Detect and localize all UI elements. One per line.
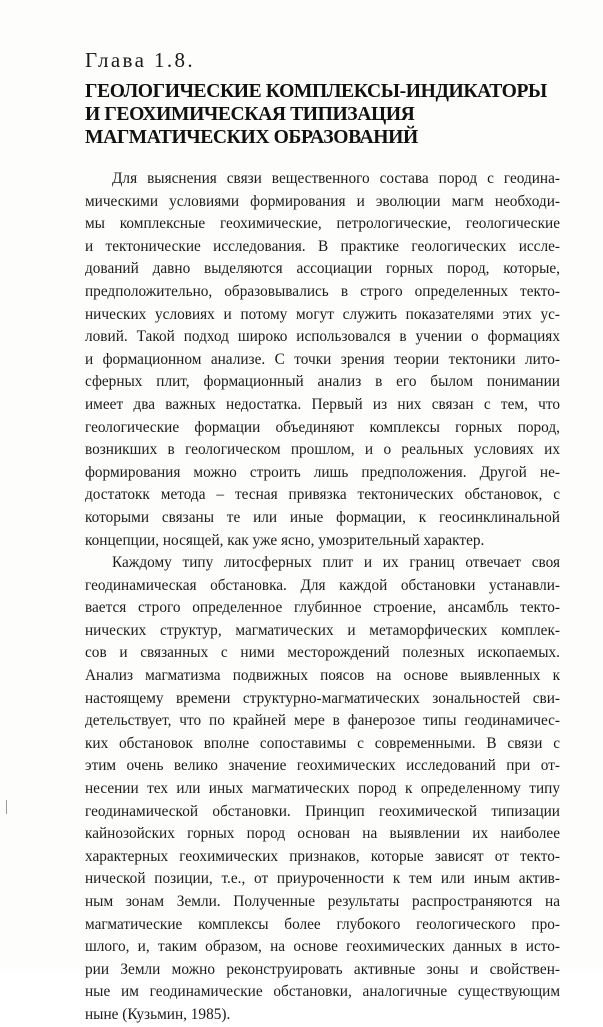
text-line: геодинамической обстановки. Принцип геохимической типизации (85, 802, 560, 820)
chapter-title-line: МАГМАТИЧЕСКИХ ОБРАЗОВАНИЙ (85, 127, 418, 148)
text-line: Для выяснения связи вещественного состава пород с геодина- (112, 170, 560, 187)
text-line: возникших в геологическом прошлом, и о реальных условиях их (85, 441, 560, 459)
text-line: ныне (Кузьмин, 1985). (85, 1005, 231, 1023)
text-line: мическими условиями формирования и эволюции магм необходи- (85, 192, 560, 210)
paragraph-2 (85, 552, 560, 1026)
text-line: имеет два важных недостатка. Первый из них связан с тем, что (85, 395, 560, 413)
text-line: дований давно выделяются ассоциации горных пород, которые, (85, 260, 560, 278)
text-line: и тектонические исследования. В практике геологических иссле- (85, 237, 560, 255)
chapter-title (85, 80, 565, 149)
text-line: шлого, и, таким образом, на основе геохимических данных в исто- (85, 938, 560, 956)
chapter-title-line: И ГЕОХИМИЧЕСКАЯ ТИПИЗАЦИЯ (85, 104, 415, 125)
text-line: детельствует, что по крайней мере в фанерозое типы геодинамичес- (85, 712, 560, 730)
text-line: характерных геохимических признаков, которые зависят от текто- (85, 847, 560, 865)
text-line: достатокк метода – тесная привязка тектонических обстановок, с (85, 486, 560, 504)
text-line: рии Земли можно реконструировать активные зоны и свойствен- (85, 960, 560, 978)
text-line: концепции, носящей, как уже ясно, умозрительный характер. (85, 531, 485, 549)
text-line: сов и связанных с ними месторождений полезных ископаемых. (85, 644, 560, 662)
text-line: магматические комплексы более глубокого геологического про- (85, 915, 560, 933)
chapter-label: Глава 1.8. (85, 48, 196, 72)
text-line: формирования можно строить лишь предположения. Другой не- (85, 463, 560, 481)
text-line: кайнозойских горных пород основан на выявлении их наиболее (85, 825, 560, 843)
text-line: которыми связаны те или иные формации, к геосинклинальной (85, 508, 560, 526)
text-line: сферных плит, формационный анализ в его былом понимании (85, 373, 560, 391)
text-line: предположительно, образовывались в строго определенных текто- (85, 282, 560, 300)
text-line: геологические формации объединяют комплексы горных пород, (85, 418, 560, 436)
text-line: нической позиции, т.е., от приуроченности к тем или иным актив- (85, 870, 560, 888)
text-line: Каждому типу литосферных плит и их границ отвечает своя (112, 554, 560, 572)
body-text (85, 168, 560, 1027)
text-line: геодинамическая обстановка. Для каждой обстановки устанавли- (85, 576, 560, 594)
text-line: этим очень велико значение геохимических исследований при от- (85, 757, 560, 775)
text-line: ным зонам Земли. Полученные результаты распространяются на (85, 893, 560, 910)
text-line: мы комплексные геохимические, петрологические, геологические (85, 215, 560, 233)
text-line: вается строго определенное глубинное строение, ансамбль текто- (85, 599, 560, 617)
text-line: нических условиях и потому могут служить показателями этих ус- (85, 305, 560, 323)
text-line: ких обстановок вполне сопоставимы с современными. В связи с (85, 734, 560, 752)
text-line: и формационном анализе. С точки зрения теории тектоники лито- (85, 350, 560, 368)
text-line: Анализ магматизма подвижных поясов на основе выявленных к (85, 667, 560, 685)
margin-scan-mark (6, 800, 10, 814)
text-line: ные им геодинамические обстановки, аналогичные существующим (85, 983, 560, 1001)
chapter-title-line: ГЕОЛОГИЧЕСКИЕ КОМПЛЕКСЫ-ИНДИКАТОРЫ (85, 81, 547, 102)
text-line: несении тех или иных магматических пород к определенному типу (85, 780, 560, 798)
paragraph-1 (85, 168, 560, 552)
text-line: настоящему времени структурно-магматических зональностей сви- (85, 689, 560, 707)
text-line: ловий. Такой подход широко использовался в учении о формациях (85, 328, 560, 346)
text-line: нических структур, магматических и метаморфических комплек- (85, 621, 560, 639)
